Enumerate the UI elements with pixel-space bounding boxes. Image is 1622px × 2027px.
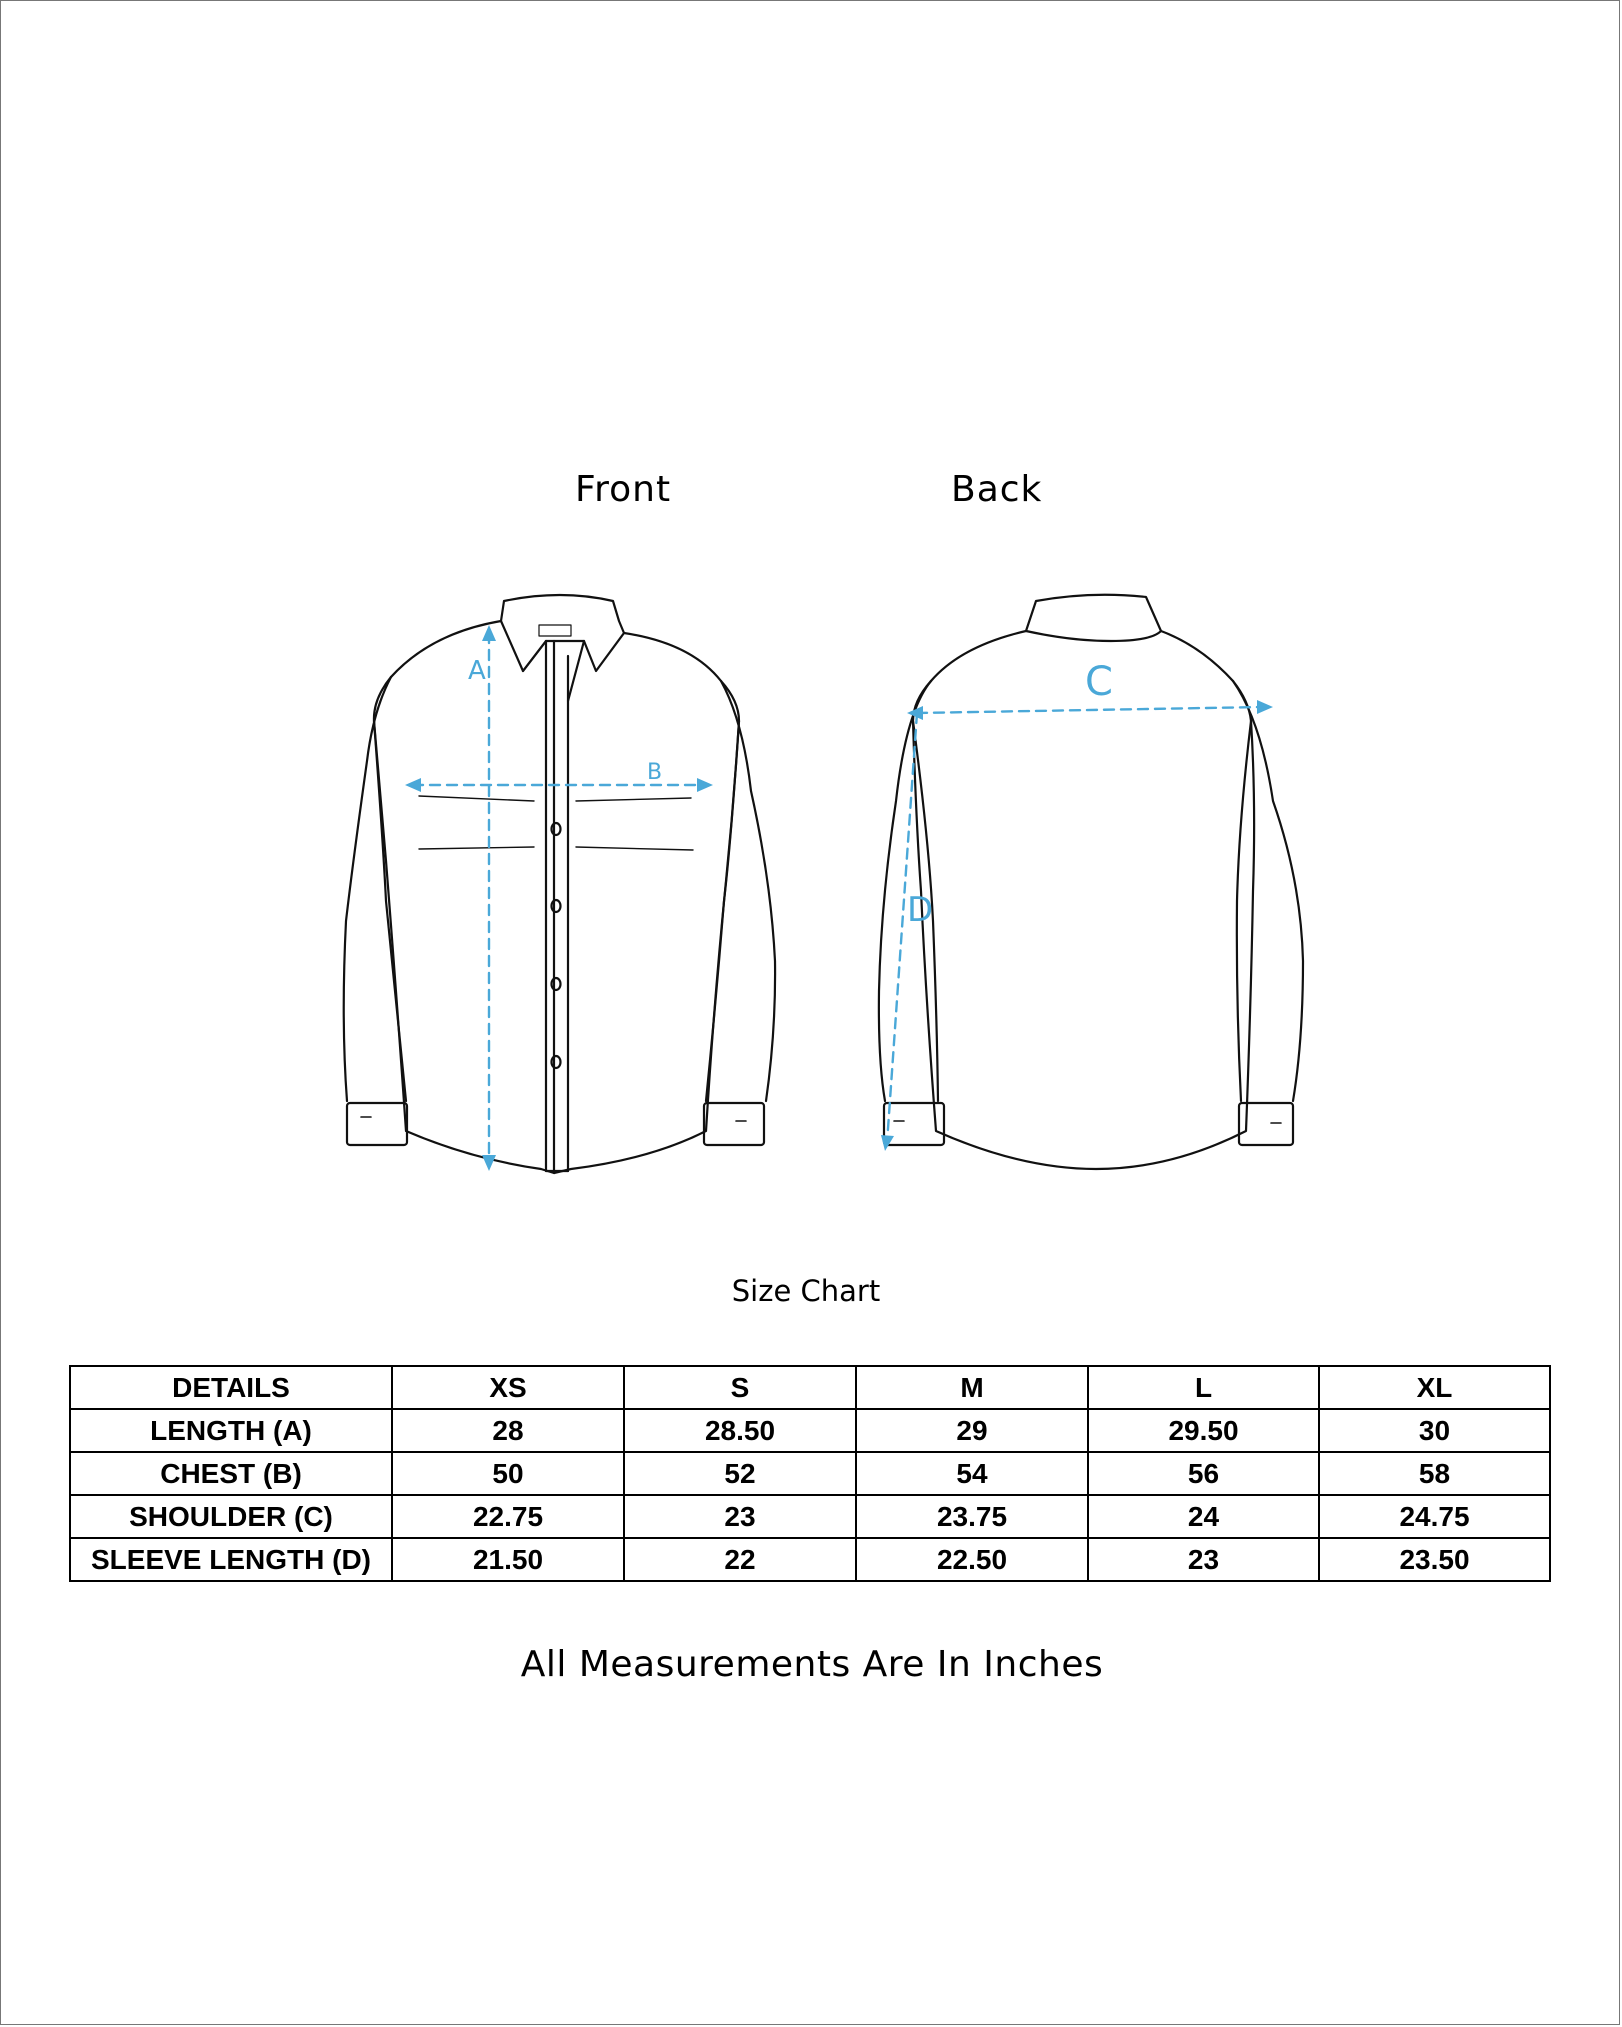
table-header-cell: M xyxy=(856,1366,1088,1409)
table-cell: 30 xyxy=(1319,1409,1550,1452)
arrow-up-icon xyxy=(482,625,496,641)
table-header-cell: DETAILS xyxy=(70,1366,392,1409)
table-header-cell: XS xyxy=(392,1366,624,1409)
front-view-label: Front xyxy=(575,469,672,510)
table-cell: 22 xyxy=(624,1538,856,1581)
row-label-cell: SLEEVE LENGTH (D) xyxy=(70,1538,392,1581)
table-cell: 50 xyxy=(392,1452,624,1495)
table-cell: 23 xyxy=(1088,1538,1319,1581)
size-chart-table xyxy=(69,1365,1551,1582)
measurement-arrowheads xyxy=(405,625,1273,1171)
arrow-right-icon xyxy=(697,778,713,792)
table-row xyxy=(70,1409,1550,1452)
table-header-cell: L xyxy=(1088,1366,1319,1409)
button-icon xyxy=(552,823,561,835)
size-chart-title: Size Chart xyxy=(731,1274,881,1308)
measurement-unit-note: All Measurements Are In Inches xyxy=(520,1644,1104,1685)
back-view-label: Back xyxy=(951,469,1043,510)
table-cell: 56 xyxy=(1088,1452,1319,1495)
table-cell: 22.50 xyxy=(856,1538,1088,1581)
table-cell: 23 xyxy=(624,1495,856,1538)
table-cell: 28.50 xyxy=(624,1409,856,1452)
table-cell: 52 xyxy=(624,1452,856,1495)
table-cell: 22.75 xyxy=(392,1495,624,1538)
row-label-cell: LENGTH (A) xyxy=(70,1409,392,1452)
table-cell: 24 xyxy=(1088,1495,1319,1538)
table-cell: 29 xyxy=(856,1409,1088,1452)
measure-label-b: B xyxy=(647,760,663,785)
table-cell: 54 xyxy=(856,1452,1088,1495)
table-cell: 24.75 xyxy=(1319,1495,1550,1538)
row-label-cell: CHEST (B) xyxy=(70,1452,392,1495)
table-row xyxy=(70,1452,1550,1495)
table-row xyxy=(70,1538,1550,1581)
button-icon xyxy=(552,978,561,990)
table-cell: 23.50 xyxy=(1319,1538,1550,1581)
table-cell: 29.50 xyxy=(1088,1409,1319,1452)
measure-label-c: C xyxy=(1085,659,1113,705)
arrow-down-icon xyxy=(881,1135,894,1151)
table-header-row xyxy=(70,1366,1550,1409)
front-shirt-illustration xyxy=(344,595,775,1173)
button-icon xyxy=(552,900,561,912)
table-header-cell: XL xyxy=(1319,1366,1550,1409)
shoulder-c-line xyxy=(917,707,1263,713)
arrow-right-icon xyxy=(1257,700,1273,714)
table-cell: 21.50 xyxy=(392,1538,624,1581)
table-cell: 28 xyxy=(392,1409,624,1452)
measurement-guides xyxy=(413,633,1263,1163)
row-label-cell: SHOULDER (C) xyxy=(70,1495,392,1538)
arrow-left-icon xyxy=(405,778,421,792)
measure-label-a: A xyxy=(468,656,486,686)
table-cell: 58 xyxy=(1319,1452,1550,1495)
table-cell: 23.75 xyxy=(856,1495,1088,1538)
shirt-diagram xyxy=(1,1,1622,1201)
arrow-down-icon xyxy=(482,1155,496,1171)
table-header-cell: S xyxy=(624,1366,856,1409)
table-row xyxy=(70,1495,1550,1538)
measure-label-d: D xyxy=(907,890,934,930)
button-icon xyxy=(552,1056,561,1068)
